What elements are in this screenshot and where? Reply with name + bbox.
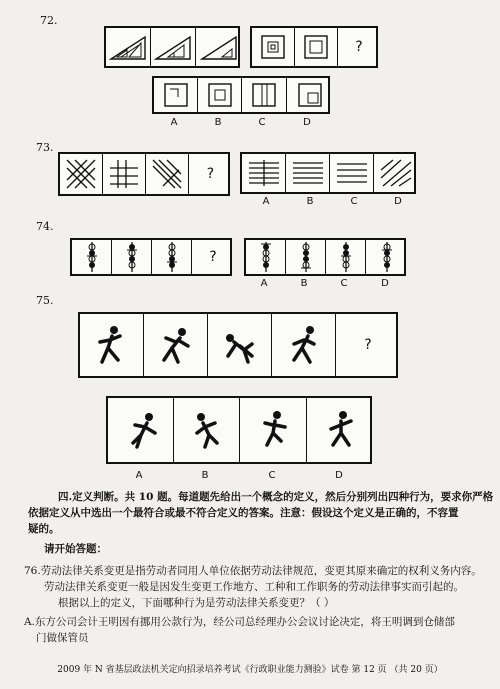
q74-figure-1 — [72, 240, 112, 274]
q75-figure-2 — [144, 314, 208, 376]
q76-line2: 劳动法律关系变更一般是因发生变更工作地方、工种和工作职务的劳动法律事实而引起的。 — [44, 581, 464, 593]
section-heading-line2: 依据定义从中选出一个最符合或最不符合定义的答案。注意：假设这个定义是正确的，不容置 — [28, 507, 459, 519]
q72-figure-5 — [295, 28, 338, 66]
page-footer: 2009 年 N 省基层政法机关定向招录培养考试《行政职业能力测验》试卷 第 12 页 （共 20 页） — [57, 665, 443, 675]
q74-option-b-label: B — [300, 278, 308, 289]
q75-figure-3 — [208, 314, 272, 376]
q72-figure-3 — [196, 28, 242, 66]
q75-sequence-box — [78, 312, 398, 378]
q72-option-b-label: B — [214, 117, 222, 128]
q73-options-box — [240, 152, 416, 194]
q76-question: 根据以上的定义，下面哪种行为是劳动法律关系变更？（ ） — [58, 597, 335, 609]
q72-option-c-figure[interactable] — [242, 78, 287, 112]
q73-sequence-box — [58, 152, 230, 196]
q75-option-c-label: C — [268, 470, 276, 481]
q74-option-d-label: D — [381, 278, 389, 289]
q72-options-box — [152, 76, 330, 114]
q73-figure-3 — [146, 154, 189, 194]
q74-option-a-label: A — [260, 278, 268, 289]
q75-figure-4 — [272, 314, 336, 376]
section-prompt: 请开始答题： — [44, 543, 107, 555]
q73-option-d-label: D — [394, 196, 402, 207]
q72-option-a-figure[interactable] — [154, 78, 198, 112]
q74-option-c-figure[interactable] — [326, 240, 366, 274]
q72-option-d-label: D — [303, 117, 311, 128]
q75-question-mark: ? — [364, 337, 372, 353]
q74-sequence-box — [70, 238, 232, 276]
q73-question-mark: ? — [206, 166, 215, 182]
q73-figure-2 — [103, 154, 146, 194]
q72-figure-2 — [151, 28, 196, 66]
q72-question-mark: ? — [355, 39, 363, 55]
q75-option-a-label: A — [135, 470, 143, 481]
q72-sequence-box — [104, 26, 240, 68]
q73-option-d-figure[interactable] — [374, 154, 418, 192]
q72-option-c-label: C — [258, 117, 266, 128]
q75-figure-1 — [80, 314, 144, 376]
q74-options-box — [244, 238, 406, 276]
q74-figure-3 — [152, 240, 192, 274]
q74-option-b-figure[interactable] — [286, 240, 326, 274]
q72-figure-1 — [106, 28, 151, 66]
question-number-75: 75. — [36, 294, 54, 307]
q74-figure-2 — [112, 240, 152, 274]
q74-option-c-label: C — [340, 278, 348, 289]
q72-option-b-figure[interactable] — [198, 78, 242, 112]
q74-question-mark: ? — [209, 249, 217, 265]
section-heading-line1: 四.定义判断。共 10 题。每道题先给出一个概念的定义，然后分别列出四种行为，要求你严格 — [58, 491, 494, 503]
q76-line1: 76.劳动法律关系变更是指劳动者同用人单位依据劳动法律规范，变更其原来确定的权利义务内容。 — [24, 565, 482, 577]
q72-option-a-label: A — [170, 117, 178, 128]
q76-option-a-line2: 门做保管员 — [36, 632, 89, 644]
q76-option-a-line1[interactable]: A.东方公司会计王明因有挪用公款行为，经公司总经理办公会议讨论决定，将王明调到仓储部 — [24, 616, 455, 628]
q75-option-d-figure[interactable] — [307, 398, 374, 462]
q75-option-a-figure[interactable] — [108, 398, 174, 462]
q72-sequence-box-2 — [250, 26, 378, 68]
q72-option-d-figure[interactable] — [287, 78, 332, 112]
bleed-through-text — [250, 4, 259, 17]
q73-option-a-label: A — [262, 196, 270, 207]
question-number-72: 72. — [40, 14, 58, 27]
q73-option-a-figure[interactable] — [242, 154, 286, 192]
q72-figure-4 — [252, 28, 295, 66]
q75-option-b-figure[interactable] — [174, 398, 240, 462]
q74-option-d-figure[interactable] — [366, 240, 408, 274]
q73-option-b-label: B — [306, 196, 314, 207]
section-heading-line3: 疑的。 — [28, 523, 60, 535]
q73-figure-1 — [60, 154, 103, 194]
q73-option-b-figure[interactable] — [286, 154, 330, 192]
q75-option-c-figure[interactable] — [240, 398, 307, 462]
q75-option-d-label: D — [335, 470, 343, 481]
q74-option-a-figure[interactable] — [246, 240, 286, 274]
question-number-74: 74. — [36, 220, 54, 233]
q73-option-c-label: C — [350, 196, 358, 207]
q75-option-b-label: B — [201, 470, 209, 481]
q73-option-c-figure[interactable] — [330, 154, 374, 192]
q75-options-box — [106, 396, 372, 464]
question-number-73: 73. — [36, 141, 54, 154]
